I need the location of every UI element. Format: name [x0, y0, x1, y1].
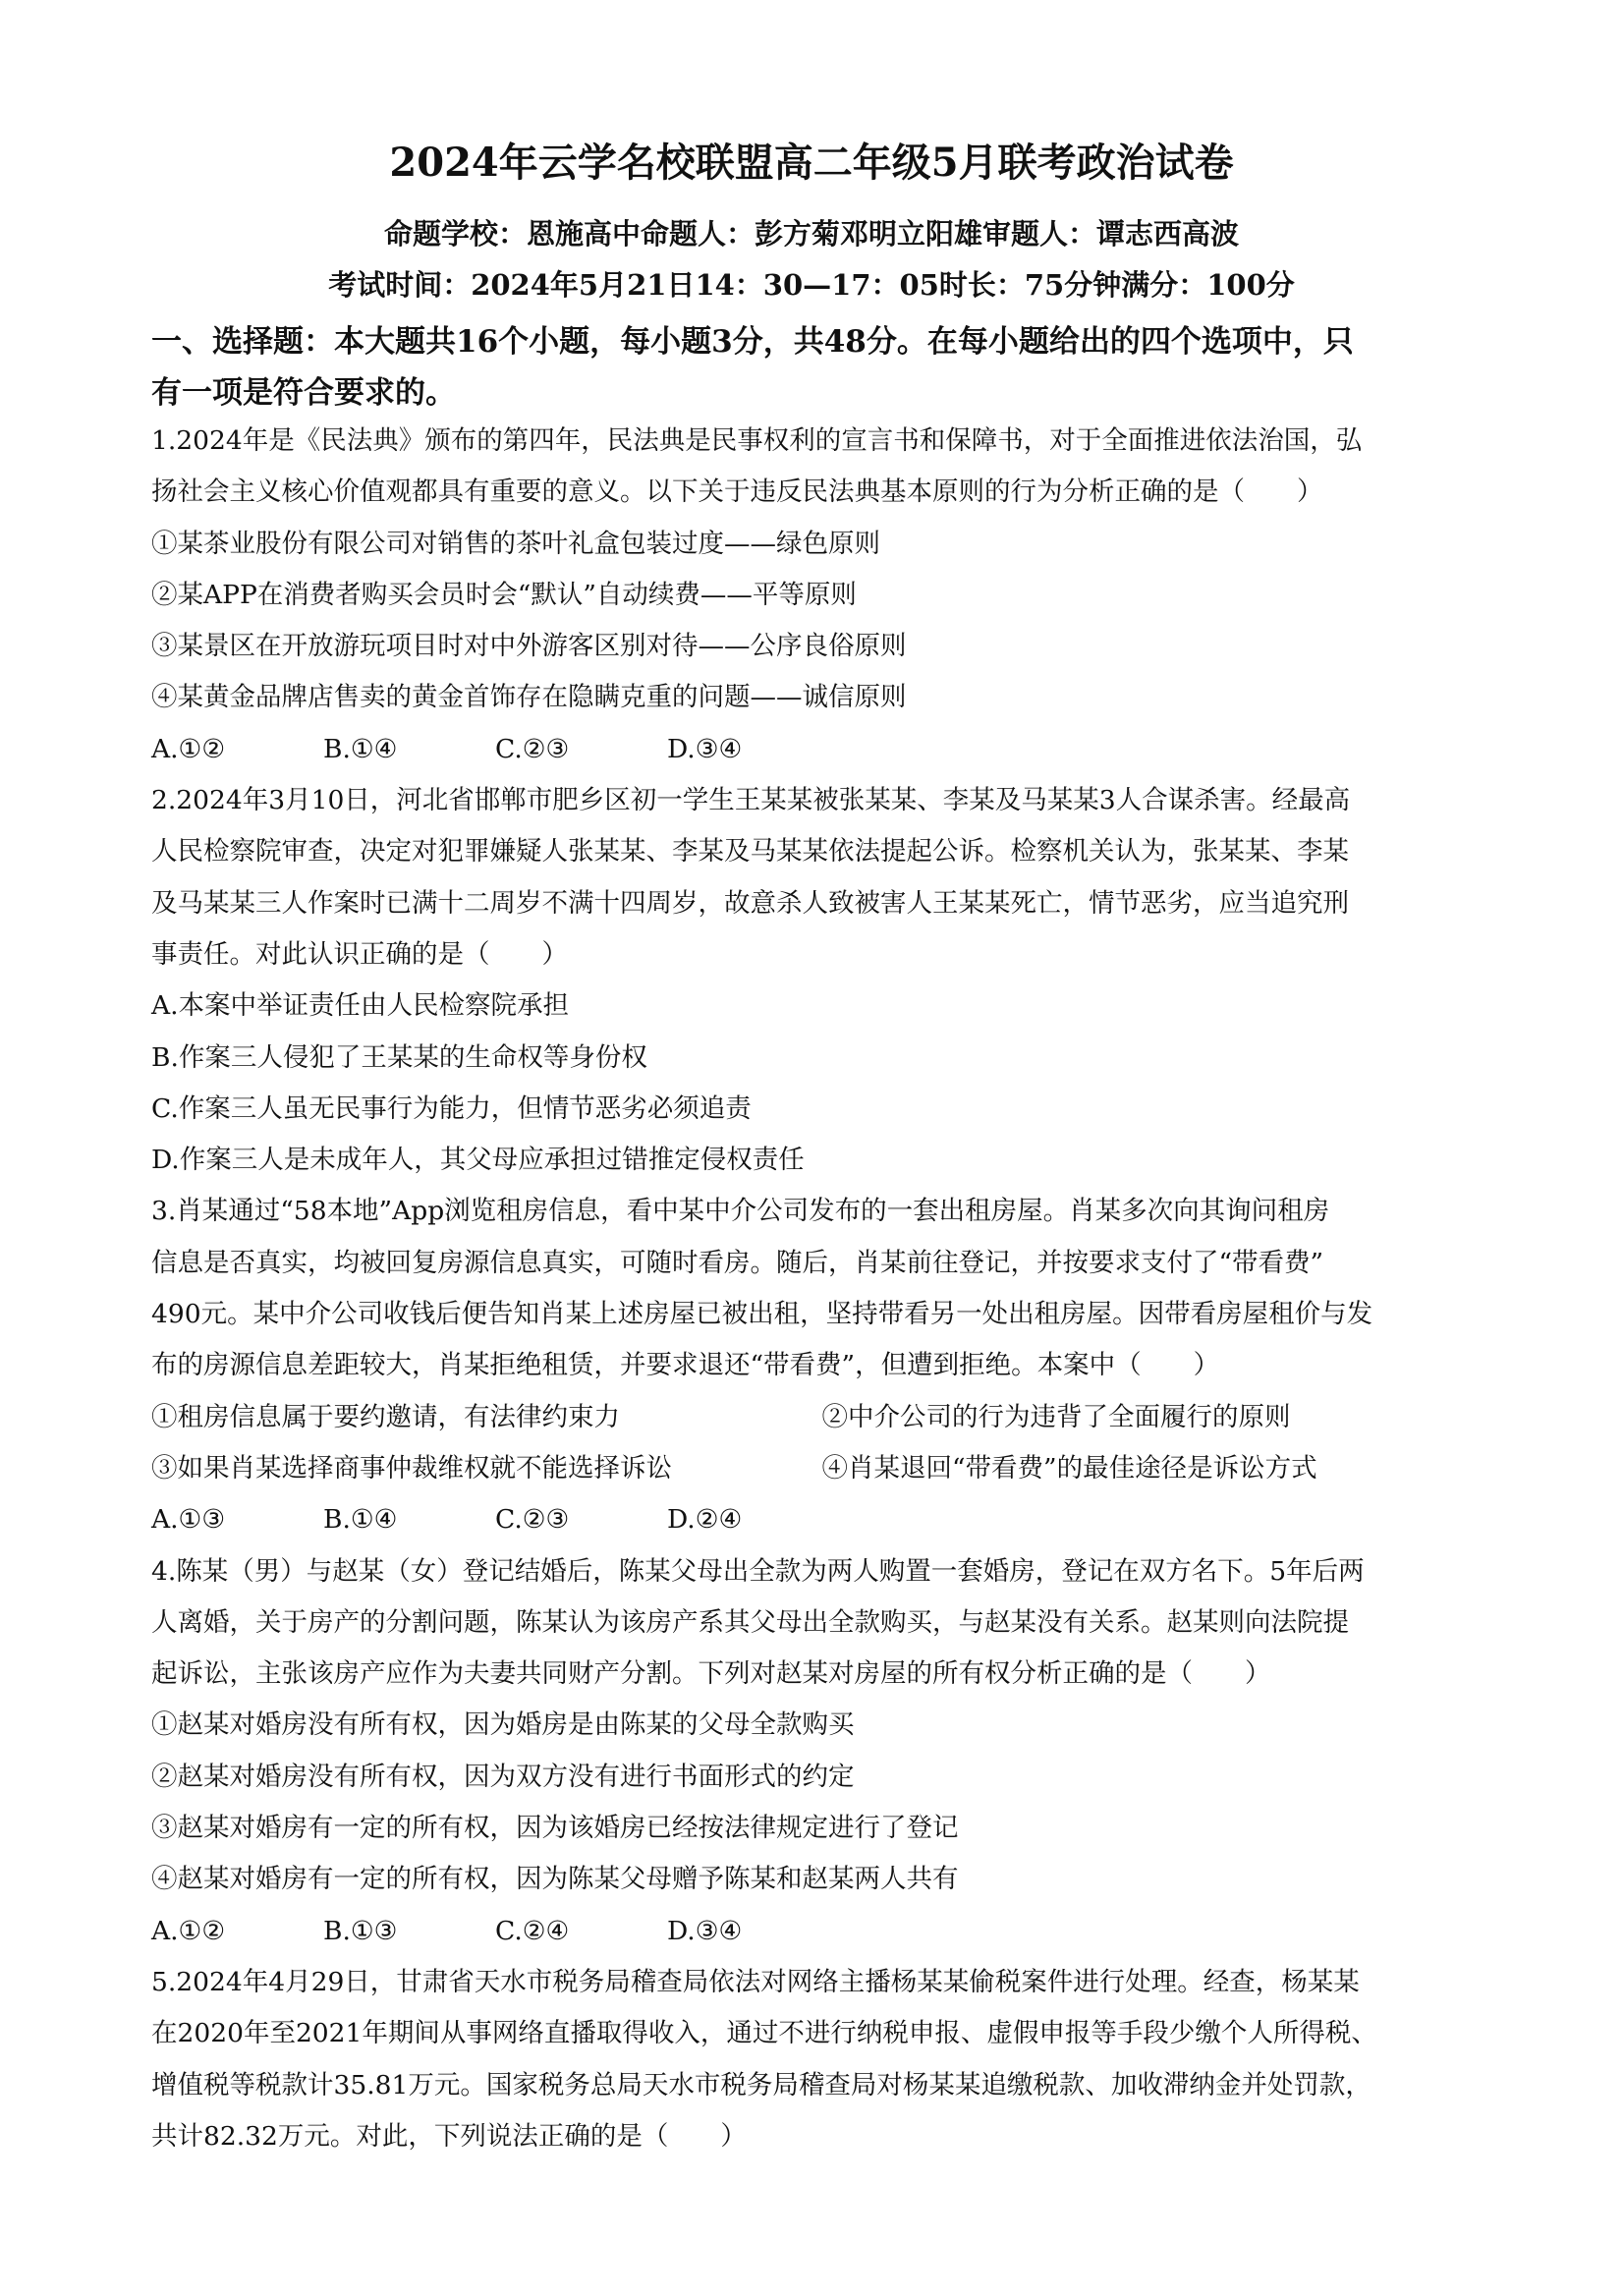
q3-items-row	[151, 1443, 1492, 1494]
q2-stem-line: 2.2024年3月10日，河北省邯郸市肥乡区初一学生王某某被张某某、李某及马某某3人合谋杀害。经最高	[151, 785, 1351, 816]
q4-stem-line: 人离婚，关于房产的分割问题，陈某认为该房产系其父母出全款购买，与赵某没有关系。赵某则向法院提	[151, 1606, 1349, 1638]
q4-option-b: B.①③	[323, 1915, 398, 1946]
q4-item: ①赵某对婚房没有所有权，因为婚房是由陈某的父母全款购买	[151, 1709, 855, 1741]
q4-option-c: C.②④	[495, 1915, 570, 1946]
q3-item: ②中介公司的行为违背了全面履行的原则	[821, 1401, 1291, 1432]
q4-option-d: D.③④	[667, 1915, 743, 1946]
q4-item: ③赵某对婚房有一定的所有权，因为该婚房已经按法律规定进行了登记	[151, 1813, 959, 1844]
q1-item: ④某黄金品牌店售卖的黄金首饰存在隐瞒克重的问题——诚信原则	[151, 682, 907, 713]
q3-item: ④肖某退回“带看费”的最佳途径是诉讼方式	[821, 1452, 1317, 1484]
q2-stem-line: 事责任。对此认识正确的是（ ）	[151, 938, 568, 970]
q1-option-c: C.②③	[495, 733, 570, 764]
q1-option-a: A.①②	[151, 733, 226, 764]
q2-option-c: C.作案三人虽无民事行为能力，但情节恶劣必须追责	[151, 1092, 752, 1124]
q3-option-d: D.②④	[667, 1504, 743, 1536]
page-title: 2024年云学名校联盟高二年级5月联考政治试卷	[389, 140, 1234, 186]
q1-option-d: D.③④	[667, 733, 743, 764]
q2-stem-line: 人民检察院审查，决定对犯罪嫌疑人张某某、李某及马某某依法提起公诉。检察机关认为，张某某、李某	[151, 836, 1349, 868]
q5-stem-line: 在2020年至2021年期间从事网络直播取得收入，通过不进行纳税申报、虚假申报等手段少缴个人所得税、	[151, 2018, 1377, 2049]
section-heading-line: 一、选择题：本大题共16个小题，每小题3分，共48分。在每小题给出的四个选项中，只	[151, 324, 1354, 360]
q2-option-b: B.作案三人侵犯了王某某的生命权等身份权	[151, 1041, 647, 1073]
q5-stem-line: 增值税等税款计35.81万元。国家税务总局天水市税务局稽查局对杨某某追缴税款、加收滞纳金并处罚款，	[151, 2069, 1371, 2100]
q1-stem-line: 扬社会主义核心价值观都具有重要的意义。以下关于违反民法典基本原则的行为分析正确的是（ ）	[151, 476, 1323, 508]
q3-items-row	[151, 1392, 1492, 1443]
q3-option-a: A.①③	[151, 1504, 226, 1536]
q3-stem-line: 布的房源信息差距较大，肖某拒绝租赁，并要求退还“带看费”，但遭到拒绝。本案中（ ）	[151, 1350, 1220, 1381]
q3-option-b: B.①④	[323, 1504, 398, 1536]
q3-item: ①租房信息属于要约邀请，有法律约束力	[151, 1401, 620, 1432]
q2-stem-line: 及马某某三人作案时已满十二周岁不满十四周岁，故意杀人致被害人王某某死亡，情节恶劣，应当追究刑	[151, 887, 1349, 919]
q4-stem-line: 起诉讼，主张该房产应作为夫妻共同财产分割。下列对赵某对房屋的所有权分析正确的是（ ）	[151, 1658, 1271, 1690]
q4-stem-line: 4.陈某（男）与赵某（女）登记结婚后，陈某父母出全款为两人购置一套婚房，登记在双方名下。5年后两	[151, 1555, 1365, 1587]
q1-option-b: B.①④	[323, 733, 398, 764]
section-heading	[151, 316, 1478, 419]
section-heading-line: 有一项是符合要求的。	[151, 375, 456, 411]
q3-item: ③如果肖某选择商事仲裁维权就不能选择诉讼	[151, 1452, 672, 1484]
q2-option-d: D.作案三人是未成年人，其父母应承担过错推定侵权责任	[151, 1145, 805, 1176]
q3-stem-line: 490元。某中介公司收钱后便告知肖某上述房屋已被出租，坚持带看另一处出租房屋。因带看房屋租价与发	[151, 1299, 1373, 1330]
q1-item: ②某APP在消费者购买会员时会“默认”自动续费——平等原则	[151, 579, 857, 610]
q1-options	[151, 724, 1492, 775]
q4-option-a: A.①②	[151, 1915, 226, 1946]
q5-stem-line: 5.2024年4月29日，甘肃省天水市税务局稽查局依法对网络主播杨某某偷税案件进行处理。经查，杨某某	[151, 1966, 1360, 1997]
q3-options	[151, 1494, 1492, 1545]
q3-stem-line: 3.肖某通过“58本地”App浏览租房信息，看中某中介公司发布的一套出租房屋。肖某多次向其询问租房	[151, 1196, 1330, 1227]
q4-options	[151, 1906, 1492, 1957]
q1-stem-line: 1.2024年是《民法典》颁布的第四年，民法典是民事权利的宣言书和保障书，对于全面推进依法治国，弘	[151, 425, 1363, 456]
q4-item: ④赵某对婚房有一定的所有权，因为陈某父母赠予陈某和赵某两人共有	[151, 1864, 959, 1895]
q1-item: ①某茶业股份有限公司对销售的茶叶礼盒包装过度——绿色原则	[151, 528, 880, 559]
author-info: 命题学校：恩施高中命题人：彭方菊邓明立阳雄审题人：谭志西高波	[383, 217, 1239, 251]
exam-time-info: 考试时间：2024年5月21日14：30—17：05时长：75分钟满分：100分	[328, 268, 1295, 302]
q3-option-c: C.②③	[495, 1504, 570, 1536]
q5-stem-line: 共计82.32万元。对此，下列说法正确的是（ ）	[151, 2120, 747, 2152]
question-list	[151, 416, 1492, 2162]
q2-option-a: A.本案中举证责任由人民检察院承担	[151, 990, 570, 1022]
q1-item: ③某景区在开放游玩项目时对中外游客区别对待——公序良俗原则	[151, 631, 907, 662]
q3-stem-line: 信息是否真实，均被回复房源信息真实，可随时看房。随后，肖某前往登记，并按要求支付了“带看费”	[151, 1247, 1324, 1278]
q4-item: ②赵某对婚房没有所有权，因为双方没有进行书面形式的约定	[151, 1761, 855, 1792]
